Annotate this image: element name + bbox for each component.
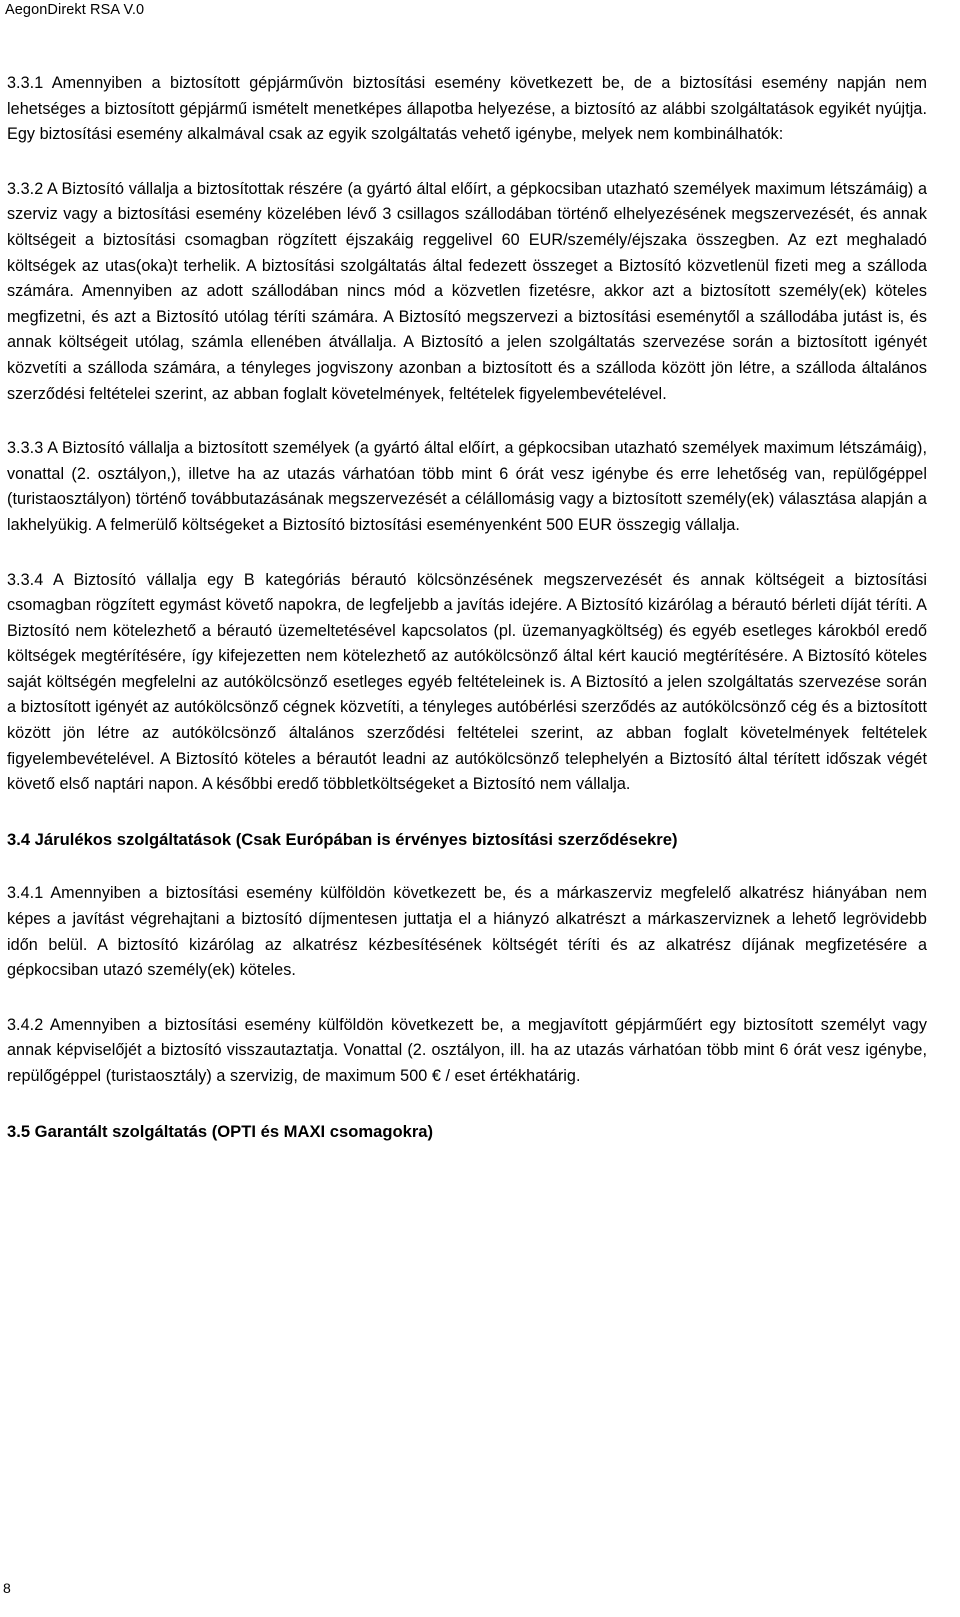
running-header: AegonDirekt RSA V.0	[5, 2, 145, 18]
paragraph-3-3-3: 3.3.3 A Biztosító vállalja a biztosított személyek (a gyártó által előírt, a gépkocsiban utazható személyek maximum létszámáig), vonattal (2. osztályon,), illetve ha az utazás várhatóan több mint 6 órát vesz igénybe és erre lehetőség van, repülőgéppel (turistaosztályon) történő továbbutazásának megszervezését a célállomásig vagy a biztosított személy(ek) választása alapján a lakhelyükig. A felmerülő költségeket a Biztosító biztosítási eseményenként 500 EUR összegig vállalja.	[7, 439, 927, 534]
paragraph-3-4-1: 3.4.1 Amennyiben a biztosítási esemény külföldön következett be, és a márkaszerviz megfelelő alkatrész hiányában nem képes a javítást végrehajtani a biztosító díjmentesen juttatja el a hiányzó alkatrészt a márkaszerviznek a lehető legrövidebb időn belül. A biztosító kizárólag az alkatrész kézbesítésének költségét téríti és az alkatrész díjának megfizetésére a gépkocsiban utazó személy(ek) köteles.	[7, 884, 927, 980]
section-heading-3-4: 3.4 Járulékos szolgáltatások (Csak Európában is érvényes biztosítási szerződésekre)	[7, 829, 678, 849]
section-heading-3-5: 3.5 Garantált szolgáltatás (OPTI és MAXI csomagokra)	[7, 1121, 434, 1141]
paragraph-3-3-4: 3.3.4 A Biztosító vállalja egy B kategóriás bérautó kölcsönzésének megszervezését és annak költségeit a biztosítási csomagban rögzített egymást követő napokra, de legfeljebb a javítás idejére. A Biztosító kizárólag a bérautó bérleti díját téríti. A Biztosító nem kötelezhető a bérautó üzemeltetésével kapcsolatos (pl. üzemanyagköltség) és egyéb esetleges károkból eredő költségek megtérítésére, így kifejezetten nem kötelezhető az autókölcsönző által kért kaució megtérítésére. A Biztosító köteles saját költségén megfelelni az autókölcsönző esetleges egyéb feltételeinek is. A Biztosító a jelen szolgáltatás szervezése során a biztosított igényét az autókölcsönző cégnek közvetíti, a tényleges autóbérlési szerződés az autókölcsönző cég és a biztosított között jön létre az autókölcsönző általános szerződési feltételei szerint, az abban foglalt követelmények feltételek figyelembevételével. A Biztosító köteles a bérautót leadni az autókölcsönző telephelyén a Biztosító által térített időszak végét követő első naptári napon. A későbbi eredő többletköltségeket a Biztosító nem vállalja.	[7, 570, 927, 794]
body-text	[7, 71, 927, 1173]
paragraph-3-3-1: 3.3.1 Amennyiben a biztosított gépjárművön biztosítási esemény következett be, de a biztosítási esemény napján nem lehetséges a biztosított gépjármű ismételt menetképes állapotba helyezése, a biztosító az alábbi szolgáltatások egyikét nyújtja. Egy biztosítási esemény alkalmával csak az egyik szolgáltatás vehető igénybe, melyek nem kombinálhatók:	[7, 74, 927, 144]
paragraph-3-4-2: 3.4.2 Amennyiben a biztosítási esemény külföldön következett be, a megjavított gépjárműért egy biztosított személyt vagy annak képviselőjét a biztosító visszautaztatja. Vonattal (2. osztályon, ill. ha az utazás várhatóan több mint 6 órát vesz igénybe, repülőgéppel (turistaosztály) a szervizig, de maximum 500 € / eset értékhatárig.	[7, 1015, 927, 1085]
paragraph-3-3-2: 3.3.2 A Biztosító vállalja a biztosítottak részére (a gyártó által előírt, a gépkocsiban utazható személyek maximum létszámáig) a szerviz vagy a biztosítási esemény közelében lévő 3 csillagos szállodában történő elhelyezésének megszervezését, és annak költségeit a biztosítási csomagban rögzített éjszakáig reggelivel 60 EUR/személy/éjszaka összegben. Az ezt meghaladó költségek az utas(oka)t terhelik. A biztosítási szolgáltatás által fedezett összeget a Biztosító közvetlenül fizeti meg a szálloda számára. Amennyiben az adott szállodában nincs mód a közvetlen fizetésre, akkor azt a biztosított személy(ek) köteles megfizetni, és azt a Biztosító utólag téríti számára. A Biztosító megszervezi a biztosítási eseménytől a szállodába jutást is, és annak költségeit utólag, számla ellenében átvállalja. A Biztosító a jelen szolgáltatás szervezése során a biztosított igényét közvetíti a szálloda számára, a tényleges jogviszony azonban a biztosított és a szálloda között jön létre, a szálloda általános szerződési feltételei szerint, az abban foglalt követelmények, feltételek figyelembevételével.	[7, 179, 927, 403]
page-number: 8	[3, 1580, 11, 1596]
